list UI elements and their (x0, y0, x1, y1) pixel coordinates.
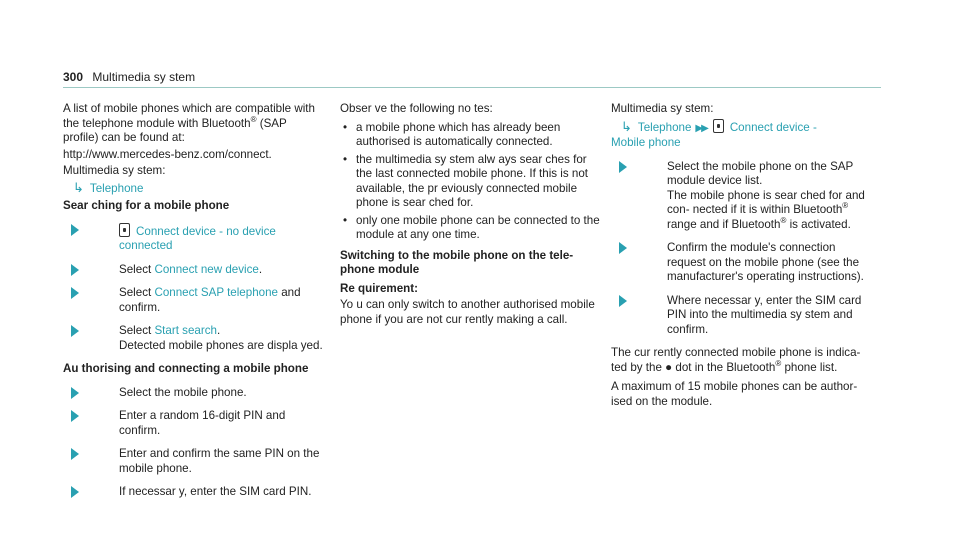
step-confirm-request (611, 241, 873, 285)
menu-link-connect-device: Connect device - no device connected (119, 224, 276, 252)
observe-text: Obser ve the following no tes: (340, 102, 493, 115)
step-connect-new-device (63, 263, 325, 278)
maximum-paragraph: A maximum of 15 mobile phones can be author‐ ised on the module. (611, 380, 858, 408)
phone-icon (713, 119, 724, 133)
notes-list (340, 121, 602, 243)
list-item: • only one mobile phone can be connected to the module at any one time. (340, 214, 602, 243)
multimedia-label: Multimedia sy stem: (63, 164, 166, 177)
step-text: and confirm. (119, 286, 301, 314)
intro-text-2: (SAP profile) can be found at: (63, 116, 287, 144)
step-enter-pin (63, 409, 325, 438)
step-text: Detected mobile phones are displa yed. (119, 338, 323, 352)
step-sim-pin (63, 485, 325, 500)
step-triangle-icon (71, 264, 79, 276)
step-text: Select the mobile phone on the SAP module device list. (667, 159, 854, 187)
step-text: . (216, 324, 221, 337)
body-text: dot in the Bluetooth (672, 360, 776, 374)
step-triangle-icon (619, 161, 627, 173)
menu-link-connect-sap: Connect SAP telephone (154, 286, 278, 299)
menu-link-start-search: Start search (154, 324, 217, 337)
menu-link-connect-new-device: Connect new device (154, 262, 259, 276)
step-triangle-icon (71, 410, 79, 422)
step-text: Where necessar y, enter the SIM card PIN into the multimedia sy stem and confirm. (667, 293, 862, 336)
step-text: . (258, 262, 263, 276)
menu-path (611, 119, 873, 151)
fast-forward-icon: ▶▶ (695, 122, 707, 134)
menu-path (63, 181, 325, 197)
registered-mark: ® (775, 358, 782, 368)
menu-item-connect-device: Connect device - (729, 120, 817, 134)
list-item: • a mobile phone which has already been authorised is automatically connected. (340, 121, 602, 150)
step-triangle-icon (71, 325, 79, 337)
step-text: Confirm the module's connection request on the mobile phone (see the manufacturer's operating instructions). (667, 241, 864, 283)
step-text: Select the mobile phone. (119, 385, 247, 399)
requirement-heading: Re quirement: (340, 281, 418, 295)
step-triangle-icon (71, 486, 79, 498)
intro-paragraph (63, 102, 325, 146)
menu-item-mobile-phone: Mobile phone (611, 136, 681, 149)
step-text: The mobile phone is sear ched for and con‐ nected if it is within Bluetooth (667, 188, 865, 216)
list-item: • the multimedia sy stem alw ays sear ches for the last connected mobile phone. If this is not available, the pr eviously connected mobile phone is sear ched for. (340, 153, 602, 211)
column-3 (611, 102, 873, 411)
phone-icon (119, 223, 130, 237)
page-number: 300 (63, 70, 84, 84)
step-triangle-icon (71, 224, 79, 236)
step-text: Select (119, 286, 155, 299)
step-triangle-icon (71, 387, 79, 399)
column-1 (63, 102, 325, 509)
step-text: If necessar y, enter the SIM card PIN. (119, 485, 312, 498)
dot-icon: ● (665, 360, 673, 374)
indicated-paragraph (611, 346, 873, 375)
step-triangle-icon (619, 295, 627, 307)
registered-mark: ® (842, 201, 849, 211)
page-header (63, 70, 195, 85)
step-triangle-icon (619, 242, 627, 254)
authorising-heading: Au thorising and connecting a mobile phone (63, 362, 309, 375)
step-enter-sim-pin (611, 294, 873, 338)
menu-item-telephone: Telephone (637, 120, 692, 134)
step-connect-sap (63, 286, 325, 315)
step-text: Enter a random 16-digit PIN and confirm. (119, 409, 286, 437)
step-select-phone (63, 386, 325, 401)
step-text: Enter and confirm the same PIN on the mobile phone. (119, 447, 320, 475)
step-confirm-pin (63, 447, 325, 476)
multimedia-label: Multimedia sy stem: (611, 102, 714, 115)
step-text: range and if Bluetooth (667, 217, 781, 231)
search-heading: Sear ching for a mobile phone (63, 199, 230, 212)
requirement-text: Yo u can only switch to another authorised mobile phone if you are not cur rently making a call. (340, 298, 595, 326)
step-start-search (63, 324, 325, 353)
step-triangle-icon (71, 287, 79, 299)
header-rule (63, 87, 881, 88)
body-text: phone list. (781, 360, 838, 374)
column-2 (340, 102, 602, 329)
registered-mark: ® (250, 114, 257, 124)
url-text: http://www.mercedes-benz.com/connect. (63, 147, 272, 161)
step-text: is activated. (786, 217, 851, 231)
step-text: Select (119, 324, 155, 337)
menu-item-telephone: Telephone (89, 181, 144, 195)
menu-arrow-icon: ↳ (621, 118, 632, 134)
step-connect-device (63, 223, 325, 254)
intro-text: A list of mobile phones which are compatible with the telephone module with Bluetooth (63, 102, 315, 130)
switching-heading: Switching to the mobile phone on the tele‐ phone module (340, 248, 574, 276)
step-text: Select (119, 262, 155, 276)
step-select-sap-device (611, 160, 873, 233)
registered-mark: ® (780, 215, 787, 225)
body-text: The cur rently connected mobile phone is indica‐ ted by the (611, 346, 861, 374)
running-title: Multimedia sy stem (92, 70, 196, 84)
step-triangle-icon (71, 448, 79, 460)
menu-arrow-icon: ↳ (73, 179, 84, 195)
